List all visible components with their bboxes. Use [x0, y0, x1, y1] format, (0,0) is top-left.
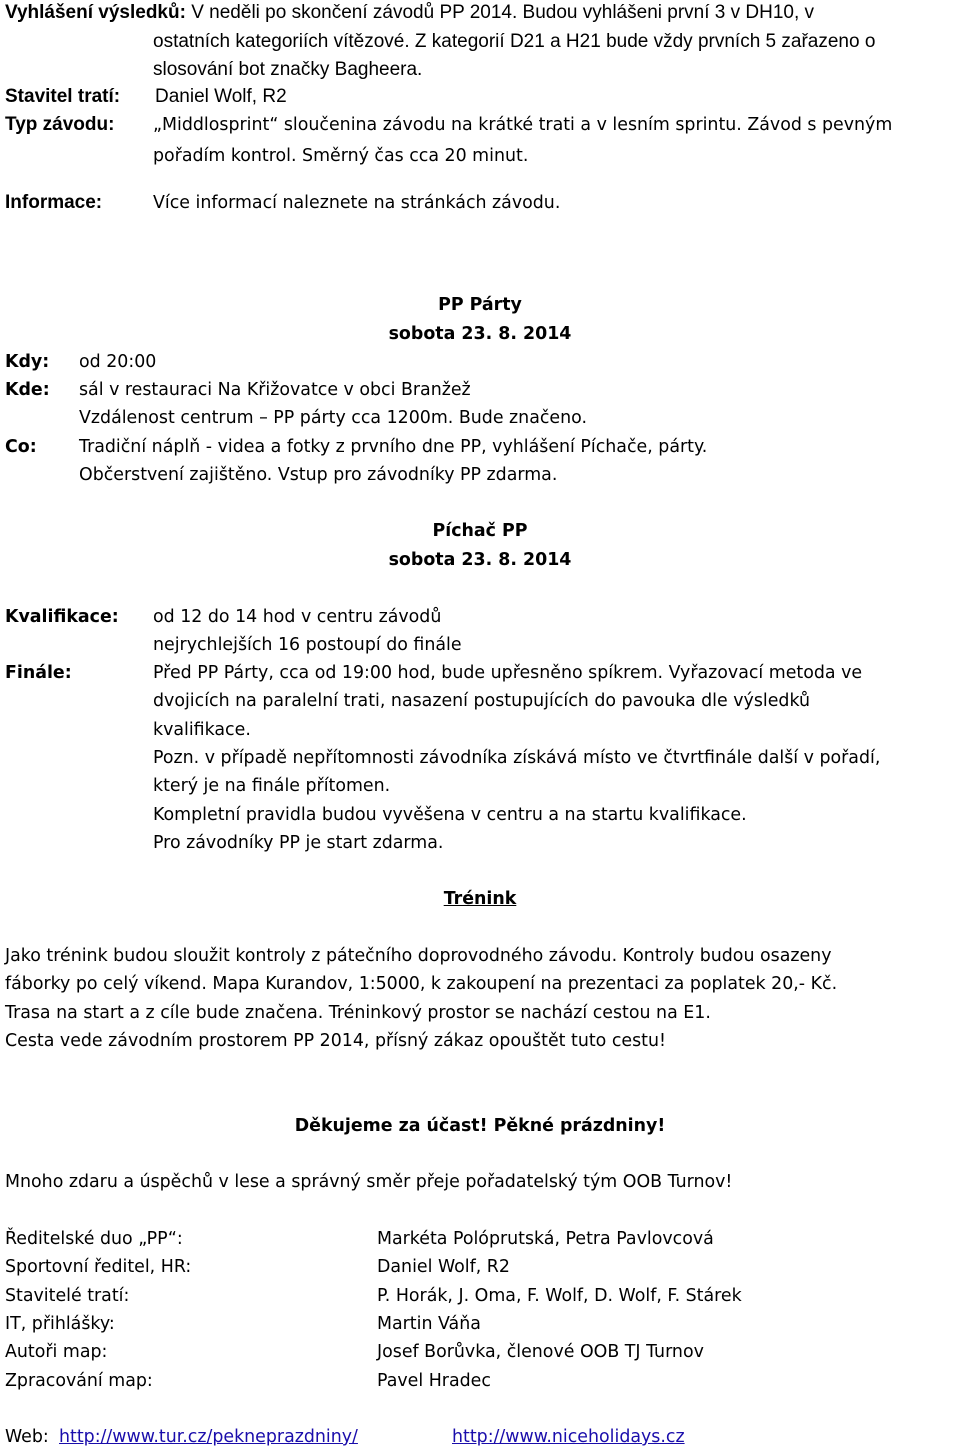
final-line-7: Pro závodníky PP je start zdarma. [153, 833, 444, 853]
qual-line-1: od 12 do 14 hod v centru závodů [153, 607, 442, 627]
party-where-2: Vzdálenost centrum – PP párty cca 1200m. Bude značeno. [79, 408, 588, 428]
info-label: Informace: [5, 192, 103, 213]
web-label: Web: [5, 1427, 49, 1447]
results-label: Vyhlášení výsledků: [5, 2, 186, 23]
party-what-2: Občerstvení zajištěno. Vstup pro závodníky PP zdarma. [79, 465, 558, 485]
party-where-label: Kde: [5, 380, 50, 400]
type-label: Typ závodu: [5, 114, 115, 135]
staff-role-4: Autoři map: [5, 1342, 108, 1362]
info-value: Více informací naleznete na stránkách závodu. [153, 193, 561, 213]
staff-role-0: Ředitelské duo „PP“: [5, 1229, 183, 1249]
web-link-tur[interactable]: http://www.tur.cz/pekneprazdniny/ [59, 1427, 358, 1447]
staff-role-5: Zpracování map: [5, 1371, 153, 1391]
staff-role-2: Stavitelé tratí: [5, 1286, 130, 1306]
staff-name-3: Martin Váňa [377, 1314, 481, 1334]
qual-line-2: nejrychlejších 16 postoupí do finále [153, 635, 462, 655]
results-text-1: V neděli po skončení závodů PP 2014. Budou vyhlášeni první 3 v DH10, v [191, 2, 815, 23]
final-label: Finále: [5, 663, 72, 683]
pichac-date: sobota 23. 8. 2014 [388, 550, 572, 570]
training-line-1: Jako trénink budou sloužit kontroly z pátečního doprovodného závodu. Kontroly budou osazeny [5, 946, 832, 966]
staff-name-5: Pavel Hradec [377, 1371, 491, 1391]
training-line-4: Cesta vede závodním prostorem PP 2014, přísný zákaz opouštět tuto cestu! [5, 1031, 666, 1051]
web-link-niceholidays[interactable]: http://www.niceholidays.cz [452, 1427, 685, 1447]
training-title: Trénink [443, 889, 517, 909]
training-line-3: Trasa na start a z cíle bude značena. Tréninkový prostor se nachází cestou na E1. [5, 1003, 711, 1023]
final-line-3: kvalifikace. [153, 720, 251, 740]
type-value-a: „Middlosprint“ sloučenina závodu na krátké trati a v lesním sprintu. Závod s pevným [153, 115, 893, 135]
staff-role-1: Sportovní ředitel, HR: [5, 1257, 192, 1277]
party-title: PP Párty [438, 295, 522, 315]
staff-role-3: IT, přihlášky: [5, 1314, 115, 1334]
staff-name-4: Josef Borůvka, členové OOB TJ Turnov [377, 1342, 704, 1362]
final-line-2: dvojicích na paralelní trati, nasazení postupujících do pavouka dle výsledků [153, 691, 811, 711]
type-value-b: pořadím kontrol. Směrný čas cca 20 minut. [153, 146, 529, 166]
party-what-label: Co: [5, 437, 37, 457]
results-line-1 [5, 2, 814, 24]
training-line-2: fáborky po celý víkend. Mapa Kurandov, 1:5000, k zakoupení na prezentaci za poplatek 20,- Kč. [5, 974, 838, 994]
results-text-2: ostatních kategoriích vítězové. Z kategorií D21 a H21 bude vždy prvních 5 zařazeno o [153, 31, 876, 52]
party-what-1: Tradiční náplň - videa a fotky z prvního dne PP, vyhlášení Píchače, párty. [79, 437, 708, 457]
party-when: od 20:00 [79, 352, 157, 372]
party-where-1: sál v restauraci Na Křižovatce v obci Branžež [79, 380, 471, 400]
party-date: sobota 23. 8. 2014 [388, 324, 572, 344]
final-line-6: Kompletní pravidla budou vyvěšena v centru a na startu kvalifikace. [153, 805, 747, 825]
pichac-title: Píchač PP [432, 521, 528, 541]
results-text-3: slosování bot značky Bagheera. [153, 59, 423, 80]
thanks-heading: Děkujeme za účast! Pěkné prázdniny! [294, 1116, 666, 1136]
final-line-5: který je na finále přítomen. [153, 776, 391, 796]
wish-text: Mnoho zdaru a úspěchů v lese a správný směr přeje pořadatelský tým OOB Turnov! [5, 1172, 733, 1192]
builder-value: Daniel Wolf, R2 [155, 86, 287, 107]
party-when-label: Kdy: [5, 352, 50, 372]
builder-label: Stavitel tratí: [5, 86, 121, 107]
final-line-1: Před PP Párty, cca od 19:00 hod, bude upřesněno spíkrem. Vyřazovací metoda ve [153, 663, 863, 683]
staff-name-0: Markéta Polóprutská, Petra Pavlovcová [377, 1229, 714, 1249]
staff-name-1: Daniel Wolf, R2 [377, 1257, 510, 1277]
staff-name-2: P. Horák, J. Oma, F. Wolf, D. Wolf, F. Stárek [377, 1286, 742, 1306]
qual-label: Kvalifikace: [5, 607, 119, 627]
final-line-4: Pozn. v případě nepřítomnosti závodníka získává místo ve čtvrtfinále další v pořadí, [153, 748, 881, 768]
